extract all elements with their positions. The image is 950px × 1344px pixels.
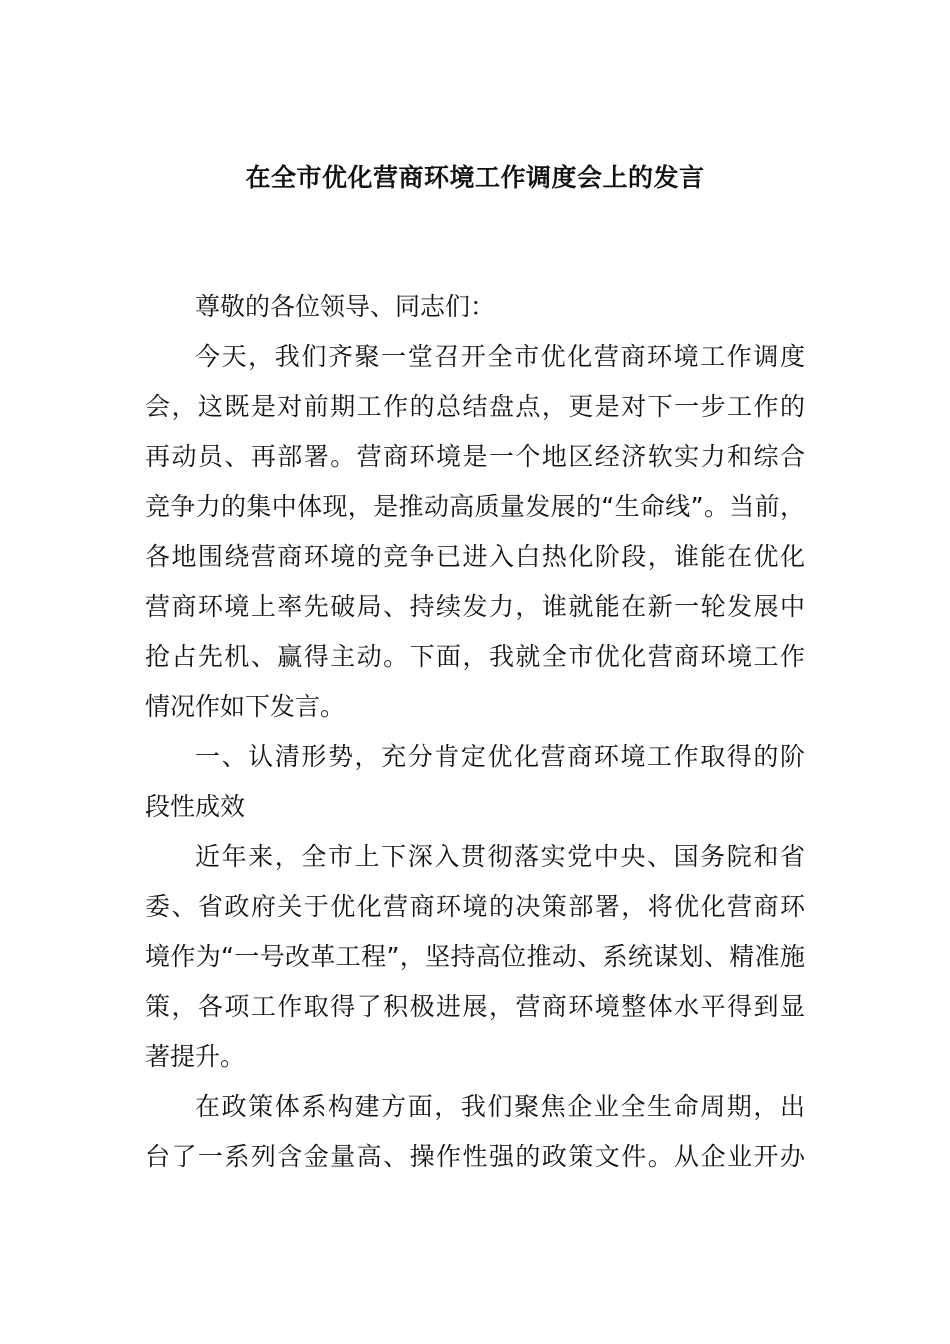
text-line: 台了一系列含金量高、操作性强的政策文件。从企业开办 (145, 1142, 805, 1171)
section-heading-line: 一、认清形势，充分肯定优化营商环境工作取得的阶 (195, 742, 805, 771)
text-line: 竞争力的集中体现，是推动高质量发展的“生命线”。当前， (145, 492, 805, 521)
text-line: 委、省政府关于优化营商环境的决策部署，将优化营商环 (145, 892, 805, 921)
text-line: 抢占先机、赢得主动。下面，我就全市优化营商环境工作 (145, 642, 805, 671)
text-line: 情况作如下发言。 (145, 692, 346, 721)
text-line: 近年来，全市上下深入贯彻落实党中央、国务院和省 (195, 842, 805, 871)
section-heading-line: 段性成效 (145, 792, 246, 821)
document-body (145, 282, 805, 1182)
text-line: 著提升。 (145, 1042, 246, 1071)
text-line: 再动员、再部署。营商环境是一个地区经济软实力和综合 (145, 442, 805, 471)
document-title: 在全市优化营商环境工作调度会上的发言 (245, 163, 705, 192)
text-line: 境作为“一号改革工程”，坚持高位推动、系统谋划、精准施 (145, 942, 805, 971)
text-line: 尊敬的各位领导、同志们： (195, 292, 496, 321)
text-line: 营商环境上率先破局、持续发力，谁就能在新一轮发展中 (145, 592, 805, 621)
text-line: 在政策体系构建方面，我们聚焦企业全生命周期，出 (195, 1092, 805, 1121)
text-line: 今天，我们齐聚一堂召开全市优化营商环境工作调度 (195, 342, 805, 371)
text-line: 会，这既是对前期工作的总结盘点，更是对下一步工作的 (145, 392, 805, 421)
text-line: 策，各项工作取得了积极进展，营商环境整体水平得到显 (145, 992, 805, 1021)
text-line: 各地围绕营商环境的竞争已进入白热化阶段，谁能在优化 (145, 542, 805, 571)
